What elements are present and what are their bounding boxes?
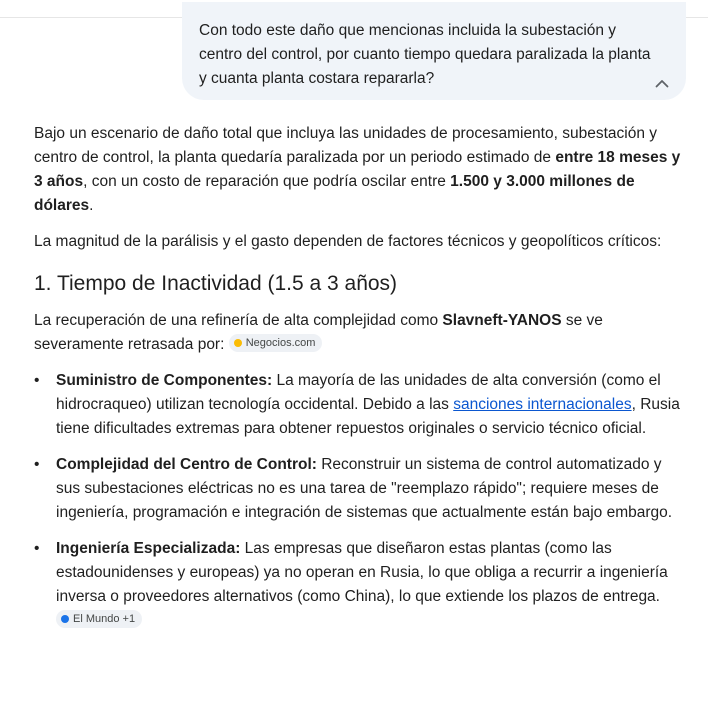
response-content (34, 122, 686, 645)
bullet-icon: • (34, 540, 40, 557)
intro-cost: 1.500 y 3.000 millones de dólares (34, 173, 635, 214)
source-chip-elmundo[interactable] (56, 610, 142, 628)
intro-text-2: , con un costo de reparación que podría oscilar entre (83, 173, 451, 190)
source-favicon-icon (234, 339, 242, 347)
list-item-text: Reconstruir un sistema de control automatizado y sus subestaciones eléctricas no es una tarea de "reemplazo rápido"; requiere meses de ingeniería, programación e integración de sistemas que actualmente están bajo embargo. (56, 456, 673, 521)
intro-text-1: Bajo un escenario de daño total que incluya las unidades de procesamiento, subestación y centro de control, la planta quedaría paralizada por un periodo estimado de (34, 125, 657, 166)
collapse-query-button[interactable] (651, 72, 673, 94)
refinery-name: Slavneft-YANOS (442, 312, 562, 329)
para3-text-2: se ve severamente retrasada por: (34, 312, 603, 353)
list-item-heading: Ingeniería Especializada: (56, 540, 241, 557)
bullet-icon: • (34, 456, 40, 473)
list-item (34, 369, 686, 441)
source-favicon-icon (61, 615, 69, 623)
list-item-heading: Suministro de Componentes: (56, 372, 273, 389)
intro-duration: entre 18 meses y 3 años (34, 149, 681, 190)
bullet-list (34, 369, 686, 633)
chevron-up-icon (655, 79, 669, 88)
source-chip-label: El Mundo +1 (73, 613, 136, 625)
list-item-text-2: , Rusia tiene dificultades extremas para obtener repuestos originales o servicio técnico oficial. (56, 396, 680, 437)
list-item-text: La mayoría de las unidades de alta conversión (como el hidrocraqueo) utilizan tecnología occidental. Debido a las (56, 372, 661, 413)
list-item (34, 453, 686, 525)
list-item-text: Las empresas que diseñaron estas plantas (como las estadounidenses y europeas) ya no operan en Rusia, lo que obliga a recurrir a ingeniería inversa o proveedores alternativos (como China), lo que extiende los plazos de entrega. (56, 540, 668, 605)
sanctions-link[interactable]: sanciones internacionales (453, 396, 632, 413)
bullet-icon: • (34, 372, 40, 389)
section-title: 1. Tiempo de Inactividad (1.5 a 3 años) (34, 272, 398, 295)
intro-text-3: . (89, 197, 94, 214)
response-paragraph-3 (34, 309, 686, 357)
source-chip-label: Negocios.com (245, 337, 316, 349)
source-chip-negocios[interactable] (229, 334, 323, 352)
user-query-text: Con todo este daño que mencionas incluida la subestación y centro del control, por cuanto tiempo quedara paralizada la planta y cuanta planta costara repararla? (199, 22, 651, 87)
para3-text-1: La recuperación de una refinería de alta complejidad como (34, 312, 443, 329)
response-intro (34, 122, 686, 218)
response-paragraph-2: La magnitud de la parálisis y el gasto dependen de factores técnicos y geopolíticos críticos: (34, 233, 662, 250)
list-item (34, 537, 686, 633)
user-query-bubble (182, 2, 686, 100)
list-item-heading: Complejidad del Centro de Control: (56, 456, 317, 473)
